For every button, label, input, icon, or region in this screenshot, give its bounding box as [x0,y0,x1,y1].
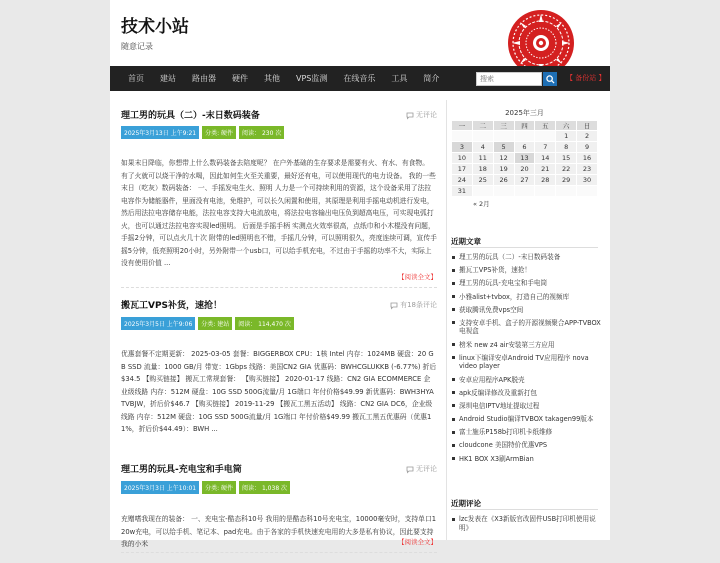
recent-post-link[interactable]: HK1 BOX X3刷ArmBian [451,455,603,464]
search-icon [546,75,555,84]
calendar-day: 20 [514,164,535,175]
recent-posts-title: 近期文章 [451,237,481,246]
post-comments[interactable] [406,110,437,120]
calendar-weekday: 五 [535,121,556,131]
calendar-day-link[interactable]: 5 [493,142,514,153]
post-excerpt: 充赠嗜我现在的装备： 一、充电宝-酷态科10号 我用的是酷态科10号充电宝，10000毫安时，支持单口120w充电，可以给手机、笔记本、pad充电。由于各家的手机快速充电用的大多是私有协议，因此要支持我的小米 [121,515,437,548]
calendar-day: 28 [535,175,556,186]
calendar-day: 19 [493,164,514,175]
calendar-caption: 2025年三月 [505,109,544,117]
calendar-day: 11 [472,153,493,164]
calendar-empty-cell [452,131,473,142]
calendar-empty-cell [472,131,493,142]
widget-divider [451,247,598,248]
nav-hardware[interactable]: 硬件 [232,74,248,83]
widget-divider [451,509,598,510]
calendar-weekday: 日 [577,121,598,131]
calendar-weekday: 二 [472,121,493,131]
calendar-empty-cell [514,131,535,142]
calendar-empty-cell [556,186,577,197]
post-title[interactable]: 理工男的玩具（二）-末日数码装备 [121,111,260,121]
recent-comment-item[interactable]: lzc发表在《X3新版官改固件USB打印机使用说明》 [451,515,603,532]
post-views: 阅读： 114,470 次 [235,317,294,330]
recent-comments-list [451,515,603,537]
read-more-link[interactable]: 【阅读全文】 [398,538,437,546]
nav-about[interactable]: 简介 [423,74,440,83]
calendar-day: 9 [577,142,598,153]
post-comments-label: 无评论 [416,111,437,119]
calendar-day: 26 [493,175,514,186]
calendar-weekday: 六 [556,121,577,131]
calendar-day: 16 [577,153,598,164]
search-button[interactable] [543,72,557,86]
backup-site-link[interactable]: 【 备份站 】 [566,74,606,82]
recent-comments-title: 近期评论 [451,499,481,508]
calendar-empty-cell [577,186,598,197]
post-views: 阅读： 1,038 次 [239,481,290,494]
calendar-day: 23 [577,164,598,175]
calendar-day: 22 [556,164,577,175]
calendar-empty-cell [535,131,556,142]
comment-icon [406,112,414,119]
post-meta [121,317,294,330]
calendar-day: 4 [472,142,493,153]
calendar-day-link[interactable]: 13 [514,153,535,164]
recent-post-link[interactable]: 榜米 new z4 air安装第三方应用 [451,341,603,350]
calendar-day: 31 [452,186,473,197]
recent-post-link[interactable]: 搬瓦工VPS补货，速抢！ [451,266,603,275]
post-excerpt: 如果末日降临，你想带上什么数码装备去陪度呢？ 在户外基础的生存要求是需要有火、有水、有食物。 有了火就可以烧干净的水喝，因此如何生火至关重要，最好还有电，可以使用现代的电力设备。 我的一些末日（吃灰）数码装备： 一、手摇发电生火、照明 人力是一个可持续利用的资源，这个设备采用了法拉电容作为储能器件，里面没有电池，免维护，可以长久闲置和使用，其原理是利用手摇电动机进行发电，然后用法拉电容储存电能，法拉电容支持大电流放电，将法拉电容输出电压负到超高电压，可实现电弧打火，也可以通过法拉电容实现led照明。 后面是手摇手柄 实测点火效率很高，点纸巾和小木棍没有问题，手摇2分钟，可以点火几十次 附带的led照明也不错，手摇几分钟，可以照明很久，亮度连续可调，宣传手摇5分钟，低亮照明20小时，另外附带一个usb口，可以给手机充电，不过由于手摇的功率不大，实际上没有使用价值 ... [121,159,437,267]
recent-post-link[interactable]: apk反编译修改及重新打包 [451,389,603,398]
calendar-empty-cell [472,186,493,197]
calendar-day: 25 [472,175,493,186]
post-excerpt: 优惠套餐不定期更新： 2025-03-05 套餐：BIGGERBOX CPU：1核 Intel 内存：1024MB 硬盘：20 GB SSD 流量：1000 GB/月 带宽：1Gbps 线路：美国CN2 GIA 优惠码：BWHCGLUKKB (-6.77%) 折后$34.5 【购买链接】 搬瓦工常规套餐： 【购买链接】 2020-01-17 线路：CN2 GIA ECOMMERCE 企业级线路 内存：512M 硬盘：10G SSD 500G流量/月 1G端口 年付价格$49.99 新优惠码：BWH3HYATVBJW，折后价$46.7 【购买链接】 2019-11-29 【搬瓦工黑五活动】 线路：CN2 GIA DC6，企业级线路 内存：512M 硬盘：10G SSD 500G流量/月 1G端口 年付价格$49.99 搬瓦工黑五优惠码（优惠11%，折后价$44.49）：BWH ... [121,350,437,433]
recent-post-link[interactable]: 获取腾讯免费vps空间 [451,306,603,315]
calendar-day: 15 [556,153,577,164]
nav-router[interactable]: 路由器 [192,74,216,83]
site-description: 随意记录 [121,42,153,51]
post-divider [121,287,437,288]
calendar-weekday: 一 [452,121,473,131]
calendar-empty-cell [493,186,514,197]
calendar-day: 12 [493,153,514,164]
calendar-empty-cell [514,186,535,197]
calendar-prev-month[interactable]: « 2月 [473,200,490,208]
post-title[interactable]: 理工男的玩具-充电宝和手电筒 [121,465,242,475]
nav-tools[interactable]: 工具 [391,74,408,83]
post-category[interactable]: 分类: 建站 [198,317,232,330]
calendar-day: 7 [535,142,556,153]
calendar-weekday: 三 [493,121,514,131]
post-meta [121,481,290,494]
calendar-widget [451,108,598,208]
search-input[interactable] [476,72,542,86]
read-more-link[interactable]: 【阅读全文】 [398,273,437,281]
calendar-table [451,120,598,197]
post-category[interactable]: 分类: 硬件 [202,481,236,494]
calendar-day: 10 [452,153,473,164]
post-views: 阅读： 230 次 [239,126,284,139]
recent-post-link[interactable]: 理工男的玩具-充电宝和手电筒 [451,279,603,288]
recent-post-link[interactable]: 理工男的玩具（二）-末日数码装备 [451,253,603,262]
post-comments-label: 无评论 [416,465,437,473]
post-comments-label: 有18条评论 [400,301,437,309]
post-meta [121,126,284,139]
recent-post-link[interactable]: Android Studio编译TVBOX takagen99版本 [451,415,603,424]
site-title[interactable]: 技术小站 [121,17,189,37]
post-comments[interactable] [390,300,437,310]
recent-post-link[interactable]: 深圳电信IPTV地址提取过程 [451,402,603,411]
recent-post-link[interactable]: linux下编译安卓Android TV应用程序 nova video player [451,354,603,371]
calendar-day: 2 [577,131,598,142]
recent-post-link[interactable]: 富士施乐P158b打印机卡纸维修 [451,428,603,437]
calendar-day: 29 [556,175,577,186]
post-title[interactable]: 搬瓦工VPS补货，速抢！ [121,301,223,311]
calendar-day: 8 [556,142,577,153]
nav-site-building[interactable]: 建站 [160,74,176,83]
recent-post-link[interactable]: cloudcone 美国特价优惠VPS [451,441,603,450]
calendar-day: 24 [452,175,473,186]
calendar-day: 21 [535,164,556,175]
calendar-day: 6 [514,142,535,153]
recent-post-link[interactable]: 安卓应用程序APK脱壳 [451,376,603,385]
comment-icon [406,466,414,473]
recent-post-link[interactable]: 小雅alist+tvbox，打造自己的视频库 [451,293,603,302]
calendar-empty-cell [493,131,514,142]
post-category[interactable]: 分类: 硬件 [202,126,236,139]
calendar-day: 27 [514,175,535,186]
recent-posts-list [451,253,603,468]
nav-other[interactable]: 其他 [264,74,280,83]
calendar-day: 1 [556,131,577,142]
nav-home[interactable]: 首页 [128,74,144,83]
comment-icon [390,302,398,309]
sidebar-divider [446,100,447,540]
post-date[interactable]: 2025年3月5日 上午9:06 [121,317,195,330]
nav-online-music[interactable]: 在线音乐 [343,74,376,83]
calendar-day: 30 [577,175,598,186]
recent-post-link[interactable]: 支持安卓手机、盒子的开源视频聚合APP-TVBOX电视盒 [451,319,603,336]
calendar-day: 14 [535,153,556,164]
calendar-day: 18 [472,164,493,175]
post-date[interactable]: 2025年3月13日 上午9:21 [121,126,199,139]
post-date[interactable]: 2025年3月3日 上午10:01 [121,481,199,494]
calendar-day: 17 [452,164,473,175]
calendar-weekday: 四 [514,121,535,131]
calendar-empty-cell [535,186,556,197]
nav-vps-monitor[interactable]: VPS监测 [296,74,328,83]
post-comments[interactable] [406,464,437,474]
calendar-day-link[interactable]: 3 [452,142,473,153]
